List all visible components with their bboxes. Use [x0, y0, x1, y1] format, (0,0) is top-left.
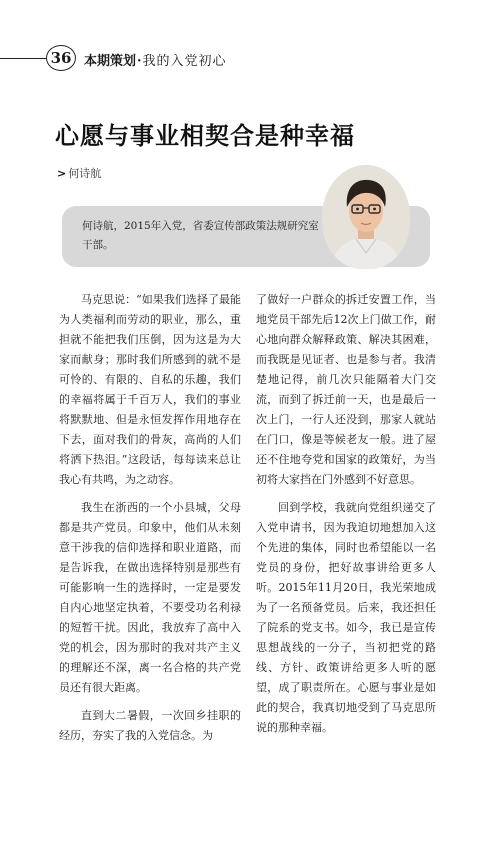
author-name: 何诗航: [68, 167, 102, 180]
paragraph: 马克思说：“如果我们选择了最能为人类福利而劳动的职业，那么，重担就不能把我们压倒，因为这是为大家而献身；那时我们所感到的就不是可怜的、有限的、自私的乐趣，我们的幸福将属于千百万人，我们的事业将默默地、但是永恒发挥作用地存在下去，面对我们的骨灰，高尚的人们将洒下热泪。”这段话，每每读来总让我心有共鸣，为之动容。: [59, 293, 241, 486]
paragraph: 直到大二暑假，一次回乡挂职的经历，夯实了我的入党信念。为: [59, 709, 241, 742]
portrait-svg: [322, 165, 410, 269]
column-name: 本期策划: [84, 54, 137, 69]
author-line: [57, 165, 101, 181]
header-rule: [0, 58, 48, 59]
author-portrait-image: [322, 165, 410, 269]
paragraph: 我生在浙西的一个小县城，父母都是共产党员。印象中，他们从未刻意干涉我的信仰选择和职业道路，而是告诉我，在做出选择特别是那些有可能影响一生的选择时，一定是要发自内心地坚定执着，不要受功名利禄的短暂干扰。因此，我放弃了高中入党的机会，因为那时的我对共产主义的理解还不深，离一名合格的共产党员还有很大距离。: [59, 501, 241, 694]
running-header: [84, 50, 227, 69]
body-column-left: [59, 290, 241, 754]
author-bio: 何诗航，2015年入党，省委宣传部政策法规研究室干部。: [82, 220, 319, 251]
page-number: 36: [46, 45, 76, 71]
header-separator: ·: [137, 54, 142, 69]
column-subtitle: 我的入党初心: [142, 54, 227, 69]
paragraph: 回到学校，我就向党组织递交了入党申请书，因为我迫切地想加入这个先进的集体，同时也希望能以一名党员的身份，把好故事讲给更多人听。2015年11月20日，我光荣地成为了一名预备党员。后来，我还担任了院系的党支书。如今，我已是宣传思想战线的一分子，当初把党的路线、方针、政策讲给更多人听的愿望，成了职责所在。心愿与事业是如此的契合，我真切地受到了马克思所说的那种幸福。: [256, 501, 436, 734]
article-title: 心愿与事业相契合是种幸福: [55, 122, 355, 150]
body-column-right: [256, 290, 436, 746]
author-arrow-icon: >: [57, 167, 67, 180]
paragraph: 了做好一户群众的拆迁安置工作，当地党员干部先后12次上门做工作，耐心地向群众解释政策、解决其困难，而我既是见证者、也是参与者。我清楚地记得，前几次只能隔着大门交流，而到了拆迁前一天，也是最后一次上门，一行人还没到，那家人就站在门口，像是等候老友一般。进了屋还不住地夸党和国家的政策好，为当初将大家挡在门外感到不好意思。: [256, 293, 436, 486]
